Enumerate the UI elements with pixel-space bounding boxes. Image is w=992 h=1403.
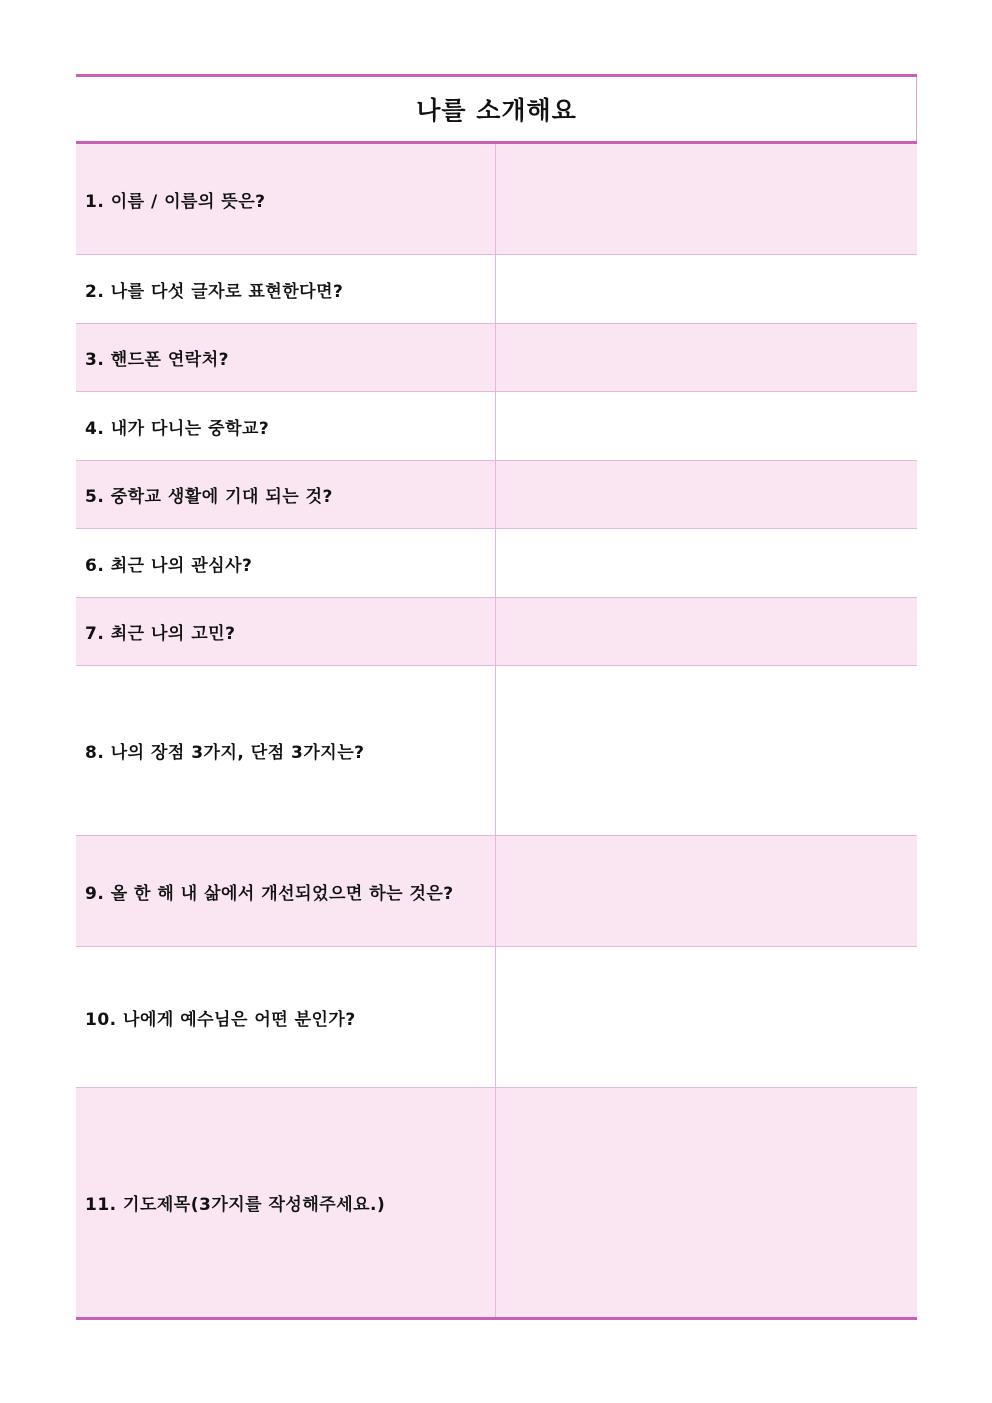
table-row-jesus xyxy=(76,947,917,1088)
table-row-five-letters xyxy=(76,255,917,324)
question-label: 7. 최근 나의 고민? xyxy=(76,598,496,665)
table-row-concern xyxy=(76,598,917,666)
question-label: 3. 핸드폰 연락처? xyxy=(76,324,496,391)
intro-worksheet xyxy=(76,74,917,1317)
question-label: 5. 중학교 생활에 기대 되는 것? xyxy=(76,461,496,528)
answer-cell[interactable] xyxy=(496,1088,917,1317)
page-title: 나를 소개해요 xyxy=(416,96,577,125)
answer-cell[interactable] xyxy=(496,529,917,597)
question-label: 8. 나의 장점 3가지, 단점 3가지는? xyxy=(76,666,496,835)
question-label: 2. 나를 다섯 글자로 표현한다면? xyxy=(76,255,496,323)
table-row-name xyxy=(76,144,917,255)
table-row-prayer xyxy=(76,1088,917,1317)
answer-cell[interactable] xyxy=(496,324,917,391)
answer-cell[interactable] xyxy=(496,947,917,1087)
question-label: 1. 이름 / 이름의 뜻은? xyxy=(76,144,496,254)
table-row-school xyxy=(76,392,917,461)
answer-cell[interactable] xyxy=(496,144,917,254)
table-row-improvement xyxy=(76,836,917,947)
table-row-interest xyxy=(76,529,917,598)
question-label: 6. 최근 나의 관심사? xyxy=(76,529,496,597)
answer-cell[interactable] xyxy=(496,666,917,835)
table-row-phone xyxy=(76,324,917,392)
table-row-strengths xyxy=(76,666,917,836)
question-label: 4. 내가 다니는 중학교? xyxy=(76,392,496,460)
question-label: 11. 기도제목(3가지를 작성해주세요.) xyxy=(76,1088,496,1317)
question-table xyxy=(76,144,917,1320)
table-row-expectation xyxy=(76,461,917,529)
answer-cell[interactable] xyxy=(496,836,917,946)
answer-cell[interactable] xyxy=(496,392,917,460)
answer-cell[interactable] xyxy=(496,598,917,665)
question-label: 9. 올 한 해 내 삶에서 개선되었으면 하는 것은? xyxy=(76,836,496,946)
answer-cell[interactable] xyxy=(496,255,917,323)
answer-cell[interactable] xyxy=(496,461,917,528)
title-row xyxy=(76,74,917,144)
question-label: 10. 나에게 예수님은 어떤 분인가? xyxy=(76,947,496,1087)
